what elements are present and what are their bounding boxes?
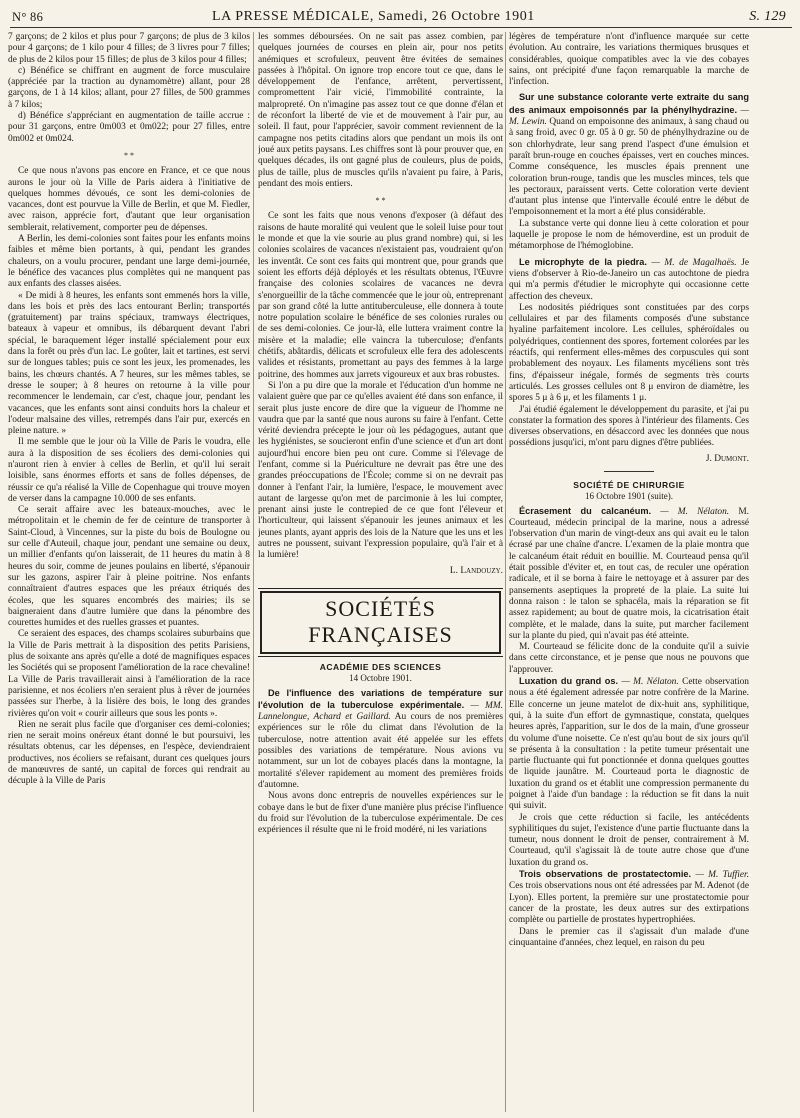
- article-authors: — M. Tuffier.: [695, 870, 749, 881]
- article-title: Trois observations de prostatectomie.: [519, 869, 692, 880]
- issue-number: N° 86: [12, 10, 44, 24]
- paragraph: M. Courteaud se félicite donc de la conduite qu'il a suivie dans cette circonstance, et je pense que nous ne pouvons que l'approuver.: [509, 642, 749, 675]
- paragraph: Ce sont les faits que nous venons d'exposer (à défaut des raisons de haute moralité qui veulent que le soleil luise pour tout le monde et que la vie sourie au plus grand nombre) qui, si les colonies scolaires de vacances n'existaient pas, voudraient qu'on les inventât. Ce sont ces faits qui montrent que, pour grands que soient les efforts déjà déployés et les résultats obtenus, l'Œuvre française des colonies scolaires de vacances ne devra s'enorgueillir de la tâche commencée que le jour où, entreprenant par son grand côté la lutte antituberculeuse, elle donnera à toute notre population scolaire le bénéfice de ses colonies rurales ou de ses demi-colonies. Ce jour-là, elle luttera vraiment contre la misère et la maladie; elle vaincra la tuberculose; d'enfants chétifs, abâtardis, délicats et scrofuleux elle fera des adolescents valides et résistants, promettant au pays des femmes à la large poitrine, des hommes aux jarrets vigoureux et aux bras robustes.: [258, 211, 503, 380]
- article: [509, 92, 749, 218]
- article: [258, 688, 503, 792]
- column-1: [8, 32, 250, 1112]
- article-authors: — M. Nélaton.: [660, 506, 730, 517]
- article-text: Ces trois observations nous ont été adressées par M. Adenot (de Lyon). Elles portent, la première sur une prostatectomie pour cancer de la prostate, les deux autres sur des extirpations complète ou partielle de prostates hypertrophiées.: [509, 881, 749, 926]
- paragraph: Dans le premier cas il s'agissait d'un malade d'une cinquantaine d'années, chez lequel, en raison du peu: [509, 926, 749, 948]
- session-date: 14 Octobre 1901.: [349, 673, 412, 684]
- section-separator: * *: [124, 150, 134, 160]
- paragraph: A Berlin, les demi-colonies sont faites pour les enfants moins faibles et même bien portants, à qui, pendant les grandes chaleurs, on a voulu procurer, pendant une large demi-journée, le bénéfice des vacances plus complètes qui ne manquent pas aux enfants des classes aisées.: [8, 234, 250, 290]
- article-title: De l'influence des variations de température sur l'évolution de la tuberculose expérimentale.: [258, 687, 503, 710]
- article-text: Quand on empoisonne des animaux, à sang chaud ou à sang froid, avec 0 gr. 05 à 0 gr. 50 de phénylhydrazine ou de son chlorhydrate, leur sang prend l'aspect d'une émulsion et paraît brun-rouge en couches épaisses, vert en couches minces. Comme conséquence, les muscles épais prennent une coloration brun-rouge, tandis que les muscles minces, tels que les pectoraux, paraissent verts. Cette coloration verte devient d'autant plus intense que l'intervalle écoulé entre le début de l'empoisonnement et la mort a été plus considérable.: [509, 117, 749, 218]
- paragraph: « De midi à 8 heures, les enfants sont emmenés hors la ville, dans les bois et près des lacs entourant Berlin; transportés (gratuitement) par trains spéciaux, tramways électriques, bateaux à vapeur et omnibus, ils débarquent devant l'abri spécial, le baraquement léger installé spécialement pour eux dans la forêt ou près d'un lac. Le goûter, lait et tartines, est servi sur de longues tables; puis ce sont les jeux, les promenades, les bains, les chœurs chantés. A 7 heures, sur les mêmes tables, se dresse le souper; à 8 heures on retourne à la ville pour recommencer le lendemain, car c'est, chaque jour, pendant les vacances, que les enfants sont ainsi conduits hors la chaleur et l'odeur malsaine des villes, retrempés dans l'air pur, exercés en pleine nature. »: [8, 290, 250, 437]
- paragraph: légères de température n'ont d'influence marquée sur cette évolution. Au contraire, les variations thermiques brusques et considérables, quoique compatibles avec la vie des cobayes sains, ont précipité d'une façon remarquable la marche de l'infection.: [509, 32, 749, 88]
- paragraph: Il me semble que le jour où la Ville de Paris le voudra, elle aura à la disposition de ses écoliers des demi-colonies qui n'auront rien à envier à celles de Berlin, et qu'il lui serait loisible, sans énormes efforts et sans de folles dépenses, de réussir ce qu'a réalisé la Ville de Copenhague qui trouve moyen de verser dans la campagne 10.000 de ses enfants.: [8, 437, 250, 504]
- article: [509, 676, 749, 813]
- article-title: Luxation du grand os.: [519, 676, 619, 687]
- article: [509, 506, 749, 643]
- paragraph: Rien ne serait plus facile que d'organiser ces demi-colonies; rien ne serait moins onéreux étant donné le but poursuivi, les résultats obtenus, car les dépenses, en l'espèce, deviendraient productives, nos écoliers se refaisant, durant ces quelques jours de manœuvres de santé, un capital de forces qui rendrait au décuple à la Ville de Paris: [8, 719, 250, 787]
- society-heading: ACADÉMIE DES SCIENCES: [319, 661, 442, 672]
- paragraph: Ce que nous n'avons pas encore en France, et ce que nous aurons le jour où la Ville de Paris aidera à l'initiative de quelques hommes dévoués, ce sont les demi-colonies de vacances, dont est pourvue la Ville de Berlin, et que M. Fiedler, avec raison, apprécie fort, d'autant que leur organisation semblerait, relativement, comporter peu de dépenses.: [8, 166, 250, 233]
- column-3: [509, 32, 749, 1112]
- section-banner: SOCIÉTÉS FRANÇAISES: [260, 591, 501, 654]
- section-separator: * *: [375, 196, 386, 206]
- paragraph: Ce serait affaire avec les bateaux-mouches, avec le métropolitain et le chemin de fer de ceinture de transporter à Saint-Cloud, à Vincennes, sur la piste du bois de Boulogne ou sur celle d'Auteuil, chaque jour, pendant une semaine ou deux, un millier d'enfants qu'on laisserait, de 11 heures du matin à 8 heures du soir, comme de jeunes poulains en liberté, s'épanouir sur les gazons, aspirer l'air à pleine poitrine. Nos enfants connaîtraient d'autres espaces que les préaux étriqués des écoles, que les squares encombrés des mairies; ils se baigneraient dans d'autre lumière que dans la pénombre des courettes humides et des ruelles grasses et puantes.: [8, 505, 250, 629]
- article-title: Sur une substance colorante verte extraite du sang des animaux empoisonnés par la phénylhydrazine.: [509, 92, 749, 115]
- society-heading: SOCIÉTÉ DE CHIRURGIE: [573, 479, 685, 490]
- article: [509, 869, 749, 926]
- paragraph: Ce seraient des espaces, des champs scolaires suburbains que la Ville de Paris mettrait à la disposition des petits Parisiens, plus de soixante ans après qu'elle a doté de magnifiques espaces les Sociétés qui se proposent l'amélioration de la race chevaline! La Ville de Paris travaillerait ainsi à l'amélioration de la race parisienne, et nos écoliers n'en seraient plus à rêver de journées passées sur l'herbe, à la lisière des bois, le long des grandes rivières qu'on voit « courir ailleurs que sous les ponts ».: [8, 629, 250, 719]
- article-text: Cette observation nous a été également adressée par notre confrère de la Marine. Elle concerne un jeune matelot de dix-huit ans, syphilitique, qui, à la suite d'un effort de gymnastique, constata, quelques heures après, l'apparition, sur le dos de la main, d'une grosseur du volume d'une noisette. Ce n'est qu'au bout de six jours qu'il se présenta à la consultation : la petite tumeur présentait une partie fluctuante qui fut ponctionnée et donna quelques gouttes de liquide jaunâtre. M. Courteaud porta le diagnostic de luxation du grand os et établit une compression permanente du poignet à l'aide d'un bandage : la réduction se fit dans la nuit qui suivit.: [509, 677, 749, 812]
- paragraph: 7 garçons; de 2 kilos et plus pour 7 garçons; de plus de 3 kilos pour 4 garçons; de 1 kilo pour 4 filles; de 3 livres pour 7 filles; de plus de 2 kilos pour 15 filles; de plus de 3 kilos pour 4 filles;: [8, 32, 250, 65]
- article-text: M. Courteaud, médecin principal de la marine, nous a adressé l'observation d'un marin de vingt-deux ans qui avait eu le talon écrasé par une chaîne d'ancre. L'examen de la plaie montra que le calcanéum était réduit en bouillie. M. Courteaud pensa qu'il était possible d'éviter et, en tout cas, de reculer une opération radicale, et il se borna à faire le nettoyage et à assurer par des pansements aseptiques la propreté de la plaie. La suite lui donna raison : le talon se sphacéla, mais la réparation se fit assez rapidement; au bout de quatre mois, la cicatrisation était complète, et le malade, dans la suite, put marcher facilement sur la plante du pied, qui n'avait pas été atteinte.: [509, 506, 749, 641]
- article-authors: — M. de Magalhaës.: [651, 257, 737, 268]
- paragraph: c) Bénéfice se chiffrant en augment de force musculaire (appréciée par la traction au dynamomètre) allant, pour 28 garçons, de 1 à 14 kilos; allant, pour 27 filles, de 500 grammes à 7 kilos;: [8, 65, 250, 110]
- header-rule: [10, 27, 792, 28]
- article-authors: — M. Nélaton.: [621, 677, 679, 688]
- paragraph: La substance verte qui donne lieu à cette coloration et pour laquelle je propose le nom de hémoverdine, est un produit de métamorphose de l'hémoglobine.: [509, 218, 749, 252]
- article-text: Au cours de nos premières expériences sur le rôle du climat dans l'évolution de la tuberculose, notre attention avait été appelée sur les effets possibles des variations de température. Nous avions vu notamment, sur un lot de cobayes placés dans la montagne, la mortalité s'élever rapidement au moment des premières froids d'automne.: [258, 712, 503, 790]
- journal-title: LA PRESSE MÉDICALE, Samedi, 26 Octobre 1901: [212, 9, 535, 24]
- paragraph: d) Bénéfice s'appréciant en augmentation de taille accrue : pour 31 garçons, entre 0m003 et 0m022; pour 27 filles, entre 0m002 et 0m024.: [8, 111, 250, 144]
- section-rule: [604, 471, 654, 472]
- column-2: [258, 32, 503, 1112]
- article-authors: — MM. Lannelongue, Achard et Gaillard.: [258, 700, 503, 723]
- author-signature: J. Dumont.: [705, 453, 749, 464]
- paragraph: J'ai étudié également le développement du parasite, et j'ai pu constater la formation des spores à l'intérieur des filaments. Ces diverses observations, en désaccord avec les données que nous possédions jusqu'ici, m'ont paru dignes d'être publiées.: [509, 404, 749, 449]
- article-text: Je viens d'observer à Rio-de-Janeiro un cas autochtone de piedra qui m'a permis d'étudier le microphyte qui occasionne cette affection des cheveux.: [509, 257, 749, 302]
- page-number: S. 129: [749, 9, 786, 24]
- article-authors: — M. Lewin.: [509, 105, 749, 128]
- paragraph: Si l'on a pu dire que la morale et l'éducation d'un homme ne valaient guère que par ce qu'elles avaient été dans son enfance, il serait plus juste encore de dire que la vigueur de l'homme ne vaudra que par la santé que nous aurons su faire à l'enfant. Cette vérité deviendra précepte le jour où les pédagogues, autant que les hygiénistes, se soucieront enfin d'une science et d'un art dont aujourd'hui encore bien peu ont cure. Comme si l'élevage de l'enfant, comme si la Puériculture ne devrait pas être une des grandes préoccupations de l'École; comme si on ne devrait pas donner à l'enfant l'air, la lumière, l'espace, le mouvement avec autant de largesse qu'on met de parcimonie à les lui compter, prenant ainsi juste le contrepied de ce que font l'éleveur et l'horticulteur, qui laissent s'épanouir les jeunes animaux et les jeunes plants, ayant appris des lois de la Nature que les uns et les autres ne poussent, suivant l'expression populaire, qu'à l'air et à la lumière!: [258, 380, 503, 561]
- column-divider: [505, 32, 506, 1112]
- article-title: Le microphyte de la piedra.: [519, 256, 647, 267]
- author-signature: L. Landouzy.: [449, 565, 503, 576]
- session-date: 16 Octobre 1901 (suite).: [585, 491, 673, 502]
- column-divider: [253, 32, 254, 1112]
- paragraph: Nous avons donc entrepris de nouvelles expériences sur le cobaye dans le but de fixer d'une manière plus précise l'influence du froid sur l'évolution de la tuberculose expérimentale. De ces expériences il résulte que ni le froid modéré, ni les variations: [258, 791, 503, 836]
- article: [509, 257, 749, 303]
- paragraph: Les nodosités piédriques sont constituées par des corps cellulaires et par des filaments composés d'une substance hyaline parfaitement incolore. Les cellules, sphéroïdales ou polyédriques, contiennent des spores, fortement colorées par les réactifs, qui renferment elles-mêmes des corpuscules qui sont probablement des noyaux. Les filaments mycéliens sont très fins, d'épaisseur inégale, formés de segments très courts articulés. Les grosses cellules ont 8 μ environ de diamètre, les spores 5 μ à 6 μ, et les filaments 1 μ.: [509, 302, 749, 404]
- article-title: Écrasement du calcanéum.: [519, 505, 652, 516]
- paragraph: Je crois que cette réduction si facile, les antécédents syphilitiques du sujet, l'existence d'une partie fluctuante dans la tumeur, nous donnent le droit de penser, contrairement à M. Courteaud, qu'il s'agissait là de toute autre chose que d'une luxation du grand os.: [509, 812, 749, 868]
- paragraph: les sommes déboursées. On ne sait pas assez combien, par quelques journées de courses en plein air, pour nos petits anémiques et scrofuleux, peuvent être évitées de semaines passées à l'hôpital. On ignore trop encore tout ce que, dans le développement de l'enfance, arrêtent, pervertissent, compromettent l'air vicié, l'immobilité contrainte, la malpropreté. On n'imagine pas assez tout ce que donne d'élan et de réconfort la liberté de vie et de mouvement à l'air pur, au soleil. Il faut, pour l'apprécier, savoir comment reviennent de la campagne nos petits citadins alors que pendant un mois ils ont joué aux petits paysans. Les chiffres sont là pour prouver que, en quelques décades, ils ont gagné plus de couleurs, plus de poids, plus de taille, plus de muscles qu'ils n'avaient pu faire, à Paris, pendant des mois entiers.: [258, 32, 503, 189]
